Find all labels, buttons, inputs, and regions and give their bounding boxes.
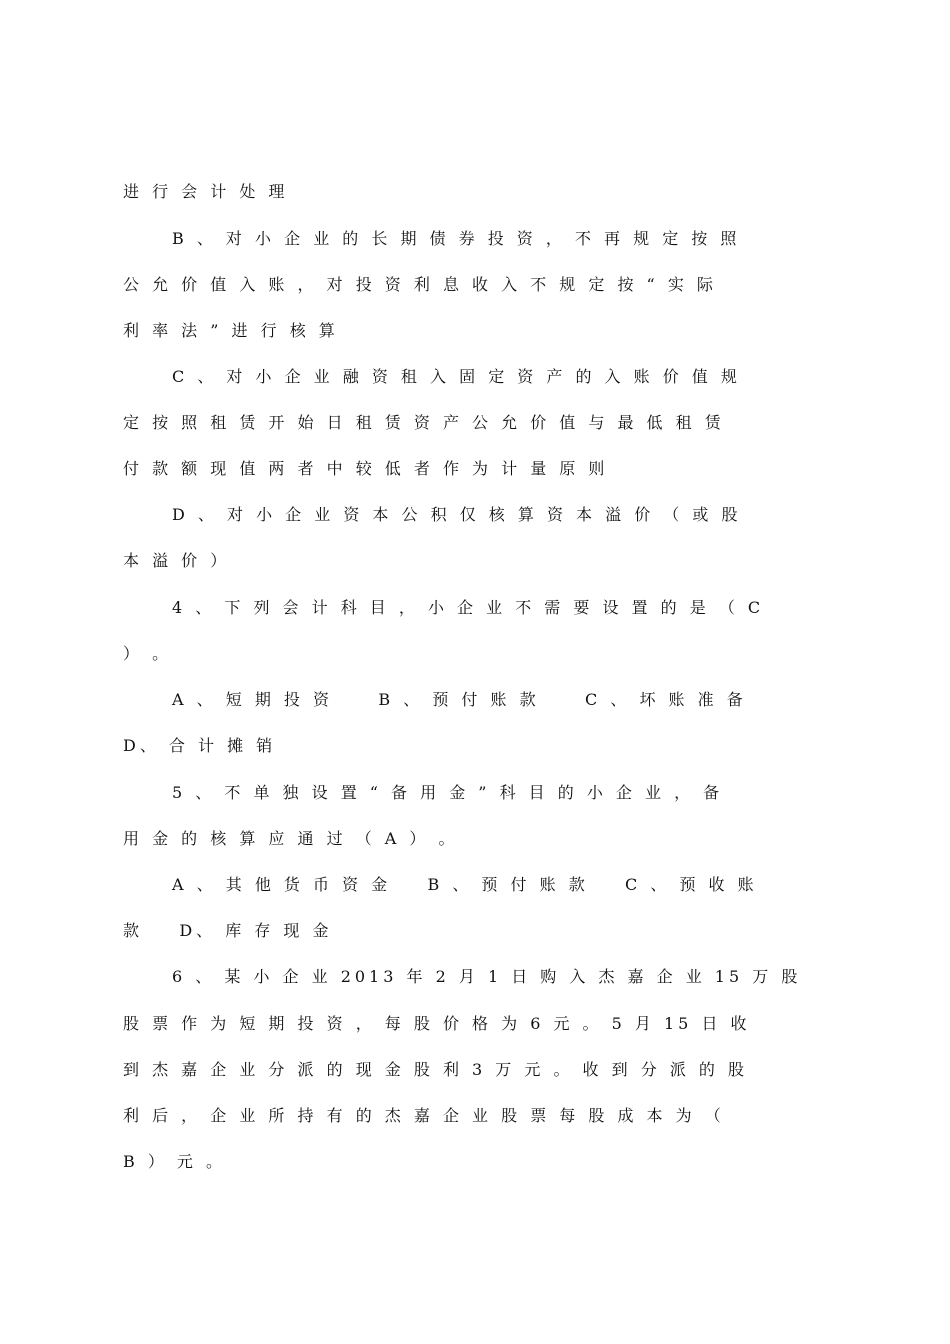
text-line: 付 款 额 现 值 两 者 中 较 低 者 作 为 计 量 原 则 [123,459,609,478]
question-5-options: A 、 其 他 货 币 资 金 B 、 预 付 账 款 C 、 预 收 账 [172,875,758,894]
question-4-stem: 4 、 下 列 会 计 科 目 ， 小 企 业 不 需 要 设 置 的 是 （ C [172,598,765,617]
text-line: C 、 对 小 企 业 融 资 租 入 固 定 资 产 的 入 账 价 值 规 [172,367,741,386]
question-4-options: A 、 短 期 投 资 B 、 预 付 账 款 C 、 坏 账 准 备 [172,690,747,709]
text-line: ） 。 [123,644,173,663]
text-line: 股 票 作 为 短 期 投 资 ， 每 股 价 格 为 6 元 。 5 月 15 日 收 [123,1014,751,1033]
text-line: 利 后 ， 企 业 所 持 有 的 杰 嘉 企 业 股 票 每 股 成 本 为 （ [123,1106,725,1125]
text-line: B 、 对 小 企 业 的 长 期 债 券 投 资 ， 不 再 规 定 按 照 [172,229,741,248]
text-line: D、 合 计 摊 销 [123,736,277,755]
text-line: B ） 元 。 [123,1152,227,1171]
question-5-stem: 5 、 不 单 独 设 置 “ 备 用 金 ” 科 目 的 小 企 业 ， 备 [172,783,724,802]
text-line: 款 D、 库 存 现 金 [123,921,333,940]
text-line: 到 杰 嘉 企 业 分 派 的 现 金 股 利 3 万 元 。 收 到 分 派 的 股 [123,1060,748,1079]
text-line: D 、 对 小 企 业 资 本 公 积 仅 核 算 资 本 溢 价 （ 或 股 [172,505,742,524]
text-line: 本 溢 价 ） [123,551,231,570]
text-line: 公 允 价 值 入 账 ， 对 投 资 利 息 收 入 不 规 定 按 “ 实 际 [123,275,717,294]
text-line: 利 率 法 ” 进 行 核 算 [123,321,339,340]
text-line: 进 行 会 计 处 理 [123,182,289,201]
text-line: 定 按 照 租 赁 开 始 日 租 赁 资 产 公 允 价 值 与 最 低 租 赁 [123,413,725,432]
question-6-stem: 6 、 某 小 企 业 2013 年 2 月 1 日 购 入 杰 嘉 企 业 15 万 股 [172,967,802,986]
text-line: 用 金 的 核 算 应 通 过 （ A ） 。 [123,829,459,848]
